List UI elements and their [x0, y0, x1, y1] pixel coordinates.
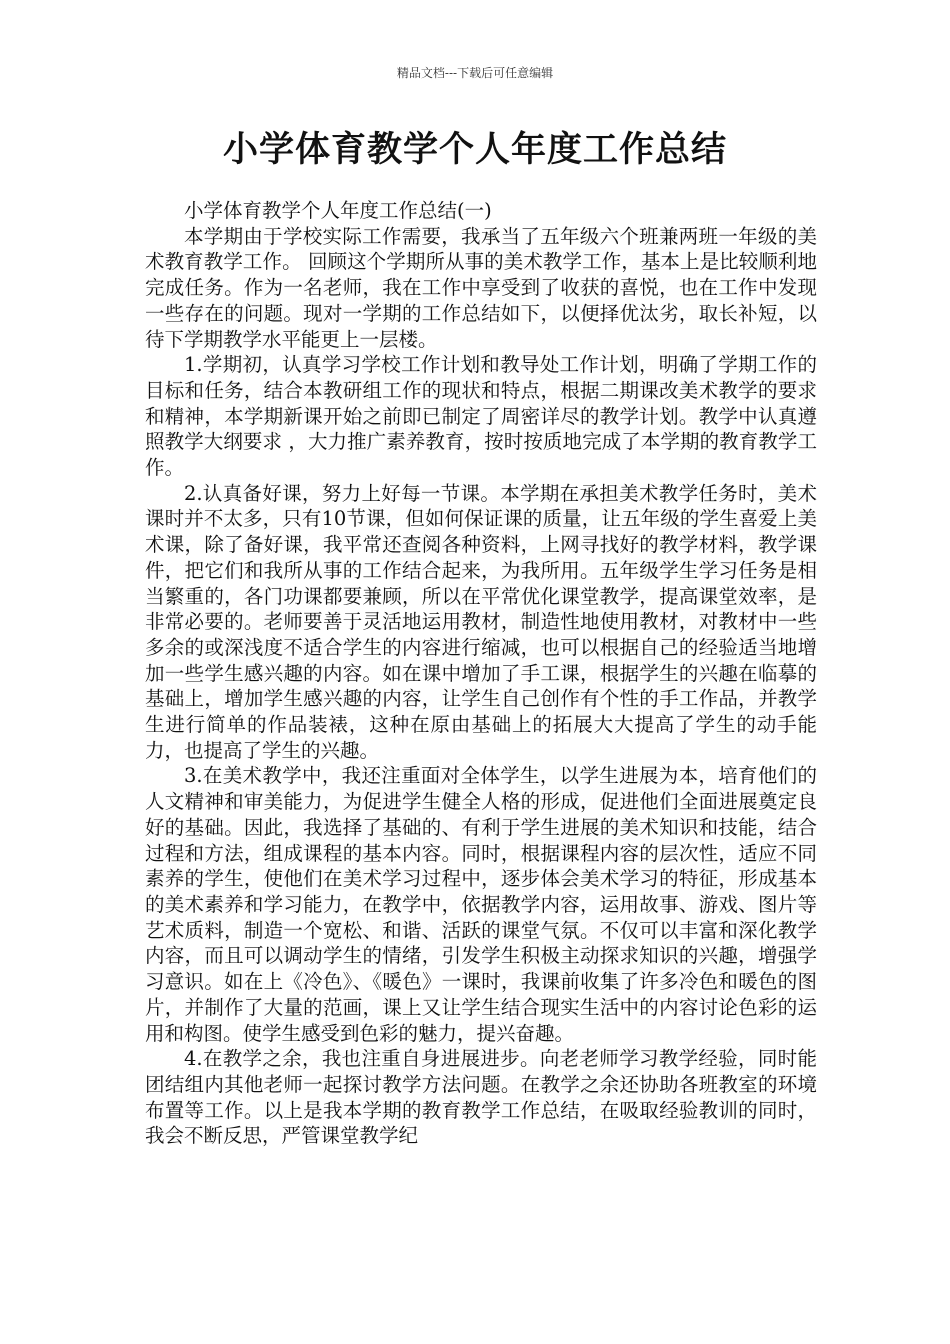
section-subtitle: 小学体育教学个人年度工作总结(一) — [184, 199, 492, 222]
header-note: 精品文档---下载后可任意编辑 — [396, 66, 554, 80]
paragraph-intro: 本学期由于学校实际工作需要，我承当了五年级六个班兼两班一年级的美术教育教学工作。 回顾这个学期所从事的美术教学工作，基本上是比较顺利地完成任务。作为一名老师，我在工作中享受到了收获的喜悦，也在工作中发现一些存在的问题。现对一学期的工作总结如下，以便择优汰劣，取长补短，以待下学期教学水平能更上一层楼。 — [145, 224, 817, 351]
paragraph-item-3: 3.在美术教学中，我还注重面对全体学生，以学生进展为本，培育他们的人文精神和审美能力，为促进学生健全人格的形成，促进他们全面进展奠定良好的基础。因此，我选择了基础的、有利于学生进展的美术知识和技能，结合过程和方法，组成课程的基本内容。同时，根据课程内容的层次性，适应不同素养的学生，使他们在美术学习过程中，逐步体会美术学习的特征，形成基本的美术素养和学习能力，在教学中，依据教学内容，运用故事、游戏、图片等艺术质料，制造一个宽松、和谐、活跃的课堂气氛。不仅可以丰富和深化教学内容，而且可以调动学生的情绪，引发学生积极主动探求知识的兴趣，增强学习意识。如在上《冷色》、《暖色》一课时，我课前收集了许多冷色和暖色的图片，并制作了大量的范画，课上又让学生结合现实生活中的内容讨论色彩的运用和构图。使学生感受到色彩的魅力，提兴奋趣。 — [145, 764, 817, 1045]
paragraph-item-1: 1.学期初，认真学习学校工作计划和教导处工作计划，明确了学期工作的目标和任务，结合本教研组工作的现状和特点，根据二期课改美术教学的要求和精神，本学期新课开始之前即已制定了周密详尽的教学计划。教学中认真遵照教学大纲要求 ，大力推广素养教育，按时按质地完成了本学期的教育教学工作。 — [145, 353, 817, 480]
document-body — [145, 198, 817, 1149]
document-title: 小学体育教学个人年度工作总结 — [222, 129, 727, 170]
paragraph-item-4: 4.在教学之余，我也注重自身进展进步。向老老师学习教学经验，同时能团结组内其他老师一起探讨教学方法问题。在教学之余还协助各班教室的环境布置等工作。以上是我本学期的教育教学工作总结，在吸取经验教训的同时，我会不断反思，严管课堂教学纪 — [145, 1047, 817, 1148]
paragraph-item-2: 2.认真备好课，努力上好每一节课。本学期在承担美术教学任务时，美术课时并不太多，只有10节课，但如何保证课的质量，让五年级的学生喜爱上美术课，除了备好课，我平常还查阅各种资料，上网寻找好的教学材料，教学课件，把它们和我所从事的工作结合起来，为我所用。五年级学生学习任务是相当繁重的，各门功课都要兼顾，所以在平常优化课堂教学，提高课堂效率，是非常必要的。老师要善于灵活地运用教材，制造性地使用教材，对教材中一些多余的或深浅度不适合学生的内容进行缩减，也可以根据自己的经验适当地增加一些学生感兴趣的内容。如在课中增加了手工课，根据学生的兴趣在临摹的基础上，增加学生感兴趣的内容，让学生自己创作有个性的手工作品，并教学生进行简单的作品装裱，这种在原由基础上的拓展大大提高了学生的动手能力，也提高了学生的兴趣。 — [145, 481, 817, 762]
